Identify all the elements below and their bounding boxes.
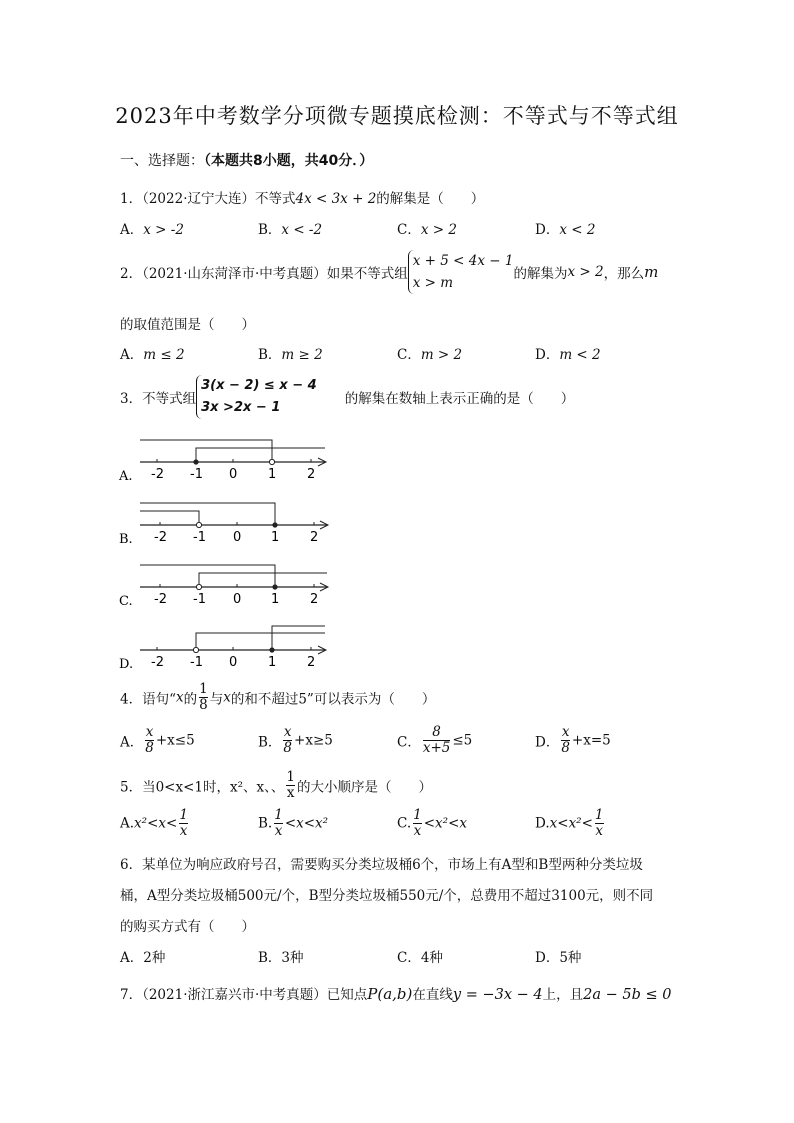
q2-line-2: 的取值范围是（ ） xyxy=(120,317,255,333)
tick-label: 0 xyxy=(233,592,242,607)
q2-option-d[interactable]: D．m < 2 xyxy=(535,347,601,363)
tick-label: 2 xyxy=(310,530,319,545)
option-label-b: B. xyxy=(119,532,133,547)
q2-option-c[interactable]: C．m > 2 xyxy=(397,347,463,363)
tick-label: -2 xyxy=(154,592,167,607)
q4-option-d[interactable]: D． $\frac{x}{8}$ +x=5 xyxy=(535,724,611,756)
number-line-a[interactable] xyxy=(115,432,345,487)
tick-label: 1 xyxy=(268,655,277,670)
q2-stem: 2．（2021·山东菏泽市·中考真题）如果不等式组 xyxy=(120,266,408,282)
tick-label: -2 xyxy=(151,655,164,670)
section-prefix: 一、选择题： xyxy=(120,153,204,169)
tick-label: 1 xyxy=(271,592,280,607)
tick-label: 1 xyxy=(268,467,277,482)
option-label-c: C. xyxy=(119,594,133,609)
tick-label: -2 xyxy=(154,530,167,545)
q1-option-b[interactable]: B．x < -2 xyxy=(258,222,323,238)
tick-label: 1 xyxy=(271,530,280,545)
tick-label: 0 xyxy=(233,530,242,545)
q5-option-c[interactable]: C. $\frac{1}{x}$ <x²<x xyxy=(397,807,467,839)
q6-option-d[interactable]: D．5种 xyxy=(535,950,582,966)
q2-option-a[interactable]: A．m ≤ 2 xyxy=(120,347,185,363)
q4-option-c[interactable]: C． $\frac{8}{x+5}$ ≤5 xyxy=(397,724,473,756)
q1-stem-end: 的解集是（ ） xyxy=(376,191,485,207)
q6-option-b[interactable]: B．3种 xyxy=(258,950,304,966)
q4-option-a[interactable]: A． $\frac{x}{8}$ +x≤5 xyxy=(120,724,195,756)
option-label-d: D. xyxy=(119,657,134,672)
question-7: 7．（2021·浙江嘉兴市·中考真题）已知点P(a,b)在直线y = −3x − 4上，且2a − 5b ≤ 0 xyxy=(120,985,672,1003)
tick-label: 0 xyxy=(229,467,238,482)
q1-option-a[interactable]: A．x > -2 xyxy=(120,222,184,238)
fraction: $\frac{1}{8}$ xyxy=(199,681,208,713)
page-title: 2023年中考数学分项微专题摸底检测：不等式与不等式组 xyxy=(115,104,679,128)
q2-option-b[interactable]: B．m ≥ 2 xyxy=(258,347,323,363)
q5-option-a[interactable]: A.x²<x< $\frac{1}{x}$ xyxy=(120,807,188,839)
q1-stem: 1．（2022·辽宁大连）不等式 xyxy=(120,191,296,207)
q4-option-b[interactable]: B． $\frac{x}{8}$ +x≥5 xyxy=(258,724,333,756)
number-line-d[interactable] xyxy=(115,620,345,675)
tick-label: -1 xyxy=(193,592,206,607)
tick-label: -2 xyxy=(151,467,164,482)
q1-option-c[interactable]: C．x > 2 xyxy=(397,222,457,238)
q5-option-b[interactable]: B. $\frac{1}{x}$ <x<x² xyxy=(258,807,329,839)
tick-label: 0 xyxy=(229,655,238,670)
option-label-a: A. xyxy=(119,469,133,484)
number-line-b[interactable] xyxy=(115,495,345,550)
tick-label: -1 xyxy=(190,655,203,670)
tick-label: 2 xyxy=(307,655,316,670)
number-line-c[interactable] xyxy=(115,557,345,612)
tick-label: 2 xyxy=(310,592,319,607)
question-5: 5．当0<x<1时，x²、x、、 $\frac{1}{x}$ 的大小顺序是（ ） xyxy=(120,769,432,801)
q5-option-d[interactable]: D.x<x²< $\frac{1}{x}$ xyxy=(535,807,604,839)
q1-expression: 4x < 3x + 2 xyxy=(295,191,377,207)
q6-option-c[interactable]: C．4种 xyxy=(397,950,443,966)
q6-line-2: 桶，A型分类垃圾桶500元/个，B型分类垃圾桶550元/个，总费用不超过3100元，则不同 xyxy=(120,888,654,904)
q3-inequality-system: 3(x − 2) ≤ x − 4 3x >2x − 1 xyxy=(196,375,317,419)
tick-label: 2 xyxy=(307,467,316,482)
tick-label: -1 xyxy=(193,530,206,545)
q6-line-3: 的购买方式有（ ） xyxy=(120,919,255,935)
question-4: 4．语句“x的 $\frac{1}{8}$ 与x的和不超过5”可以表示为（ ） xyxy=(120,681,436,713)
question-3: 3．不等式组 3(x − 2) ≤ x − 4 3x >2x − 1 的解集在数轴上表示正确的是（ ） xyxy=(120,375,574,419)
question-2: 2．（2021·山东菏泽市·中考真题）如果不等式组 x + 5 < 4x − 1 x > m 的解集为x > 2，那么m xyxy=(120,250,658,294)
fraction: $\frac{1}{x}$ xyxy=(286,769,295,801)
section-heading xyxy=(120,150,373,170)
q2-inequality-system: x + 5 < 4x − 1 x > m xyxy=(408,250,514,294)
q6-line-1: 6．某单位为响应政府号召，需要购买分类垃圾桶6个，市场上有A型和B型两种分类垃圾 xyxy=(120,857,643,873)
section-note: （本题共8小题，共40分．） xyxy=(204,153,374,169)
q1-option-d[interactable]: D．x < 2 xyxy=(535,222,596,238)
q6-option-a[interactable]: A．2种 xyxy=(120,950,166,966)
tick-label: -1 xyxy=(190,467,203,482)
question-1 xyxy=(120,187,484,207)
